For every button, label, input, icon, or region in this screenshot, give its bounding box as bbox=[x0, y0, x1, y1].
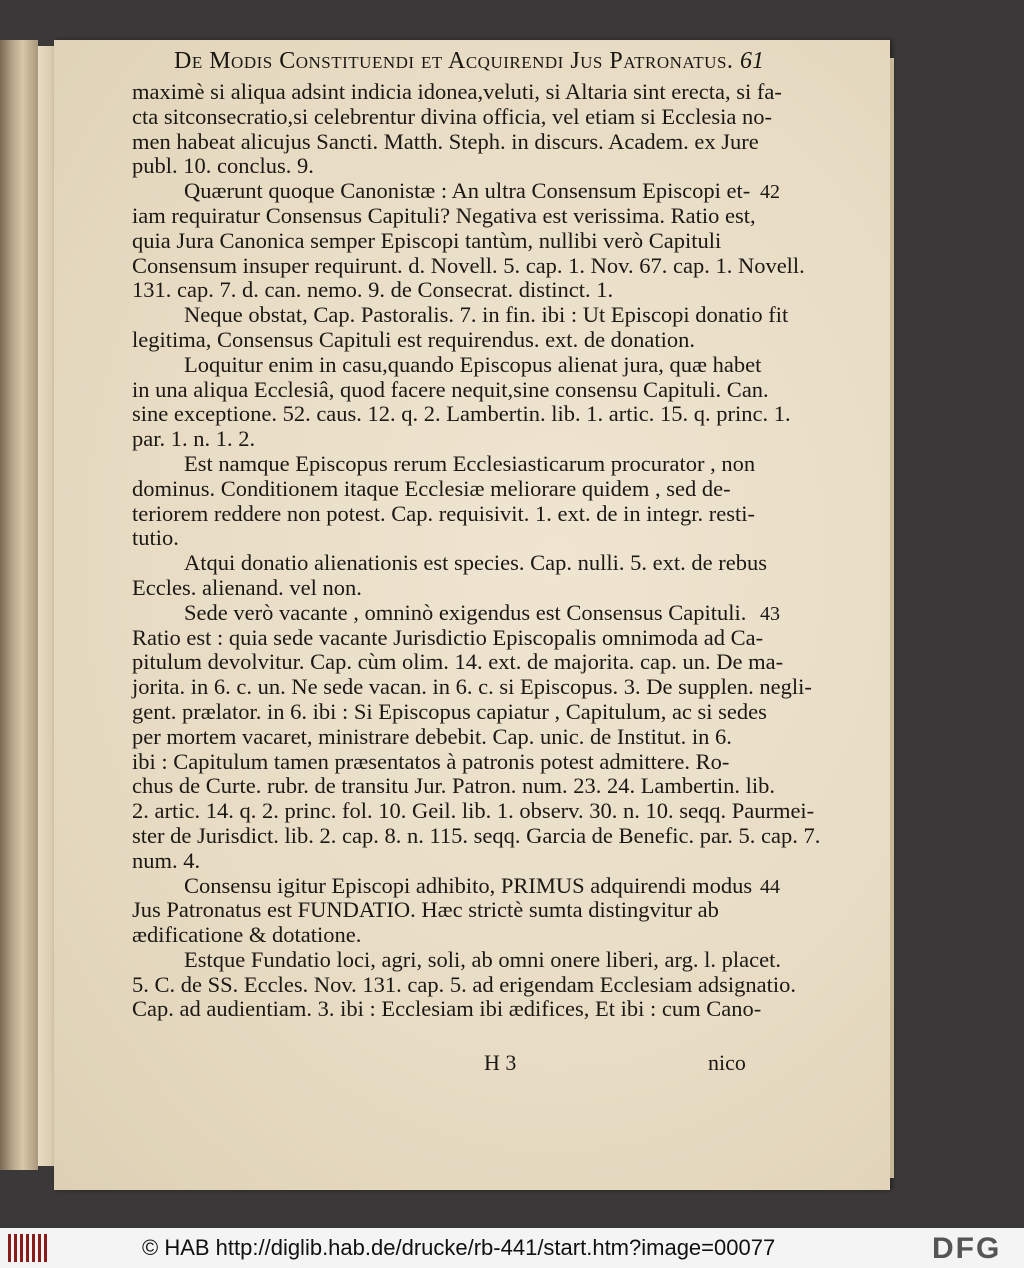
text-line: Est namque Episcopus rerum Ecclesiasticarum procurator , non bbox=[184, 450, 756, 476]
text-line: Atqui donatio alienationis est species. Cap. nulli. 5. ext. de rebus bbox=[184, 550, 768, 576]
text-line: teriorem reddere non potest. Cap. requisivit. 1. ext. de in integr. resti- bbox=[132, 500, 755, 526]
text-line: in una aliqua Ecclesiâ, quod facere nequit,sine consensu Capituli. Can. bbox=[132, 376, 769, 402]
text-line: maximè si aliqua adsint indicia idonea,veluti, si Altaria sint erecta, si fa- bbox=[132, 79, 782, 104]
text-line: Jus Patronatus est FUNDATIO. Hæc strictè sumta distingvitur ab bbox=[132, 897, 719, 923]
text-line: num. 4. bbox=[132, 847, 201, 873]
text-line: gent. prælator. in 6. ibi : Si Episcopus capiatur , Capitulum, ac si sedes bbox=[132, 698, 767, 724]
copyright-link[interactable]: © HAB http://diglib.hab.de/drucke/rb-441/start.htm?image=00077 bbox=[142, 1235, 776, 1260]
text-line: Ratio est : quia sede vacante Jurisdictio Episcopalis omnimoda ad Ca- bbox=[132, 624, 764, 650]
text-line: per mortem vacaret, ministrare debebit. Cap. unic. de Institut. in 6. bbox=[132, 723, 732, 749]
text-line: iam requiratur Consensus Capituli? Negativa est verissima. Ratio est, bbox=[132, 202, 756, 228]
text-line: chus de Curte. rubr. de transitu Jur. Patron. num. 23. 24. Lambertin. lib. bbox=[132, 773, 776, 799]
text-line: Eccles. alienand. vel non. bbox=[132, 574, 362, 600]
text-line: Consensum insuper requirunt. d. Novell. 5. cap. 1. Nov. 67. cap. 1. Novell. bbox=[132, 252, 805, 278]
margin-number: 42 bbox=[760, 181, 780, 204]
text-line: Loquitur enim in casu,quando Episcopus alienat jura, quæ habet bbox=[184, 351, 762, 377]
text-line: quia Jura Canonica semper Episcopi tantùm, nullibi verò Capituli bbox=[132, 227, 722, 253]
book-spine bbox=[0, 40, 38, 1170]
dfg-logo: DFG bbox=[932, 1232, 1002, 1265]
text-line: dominus. Conditionem itaque Ecclesiæ meliorare quidem , sed de- bbox=[132, 475, 731, 501]
text-line: ædificatione & dotatione. bbox=[132, 922, 362, 948]
text-line: 5. C. de SS. Eccles. Nov. 131. cap. 5. ad erigendam Ecclesiam adsignatio. bbox=[132, 971, 796, 997]
text-line: Quærunt quoque Canonistæ : An ultra Consensum Episcopi et- bbox=[184, 178, 751, 204]
text-line: tutio. bbox=[132, 525, 179, 551]
signature-mark: H 3 bbox=[484, 1050, 517, 1075]
text-line: sine exceptione. 52. caus. 12. q. 2. Lambertin. lib. 1. artic. 15. q. princ. 1. bbox=[132, 401, 791, 427]
text-line: legitima, Consensus Capituli est requirendus. ext. de donation. bbox=[132, 326, 696, 352]
hab-logo-icon bbox=[8, 1234, 48, 1262]
text-line: Cap. ad audientiam. 3. ibi : Ecclesiam ibi ædifices, Et ibi : cum Cano- bbox=[132, 996, 762, 1022]
viewer-footer bbox=[0, 1228, 1024, 1268]
margin-number: 43 bbox=[760, 602, 780, 625]
text-line: men habeat alicujus Sancti. Matth. Steph. in discurs. Academ. ex Jure bbox=[132, 128, 759, 154]
running-title: De Modis Constituendi et Acquirendi Jus Patronatus. bbox=[174, 48, 734, 74]
margin-number: 44 bbox=[760, 875, 780, 898]
text-line: 131. cap. 7. d. can. nemo. 9. de Consecrat. distinct. 1. bbox=[132, 277, 614, 303]
text-line: par. 1. n. 1. 2. bbox=[132, 426, 256, 452]
text-line: ibi : Capitulum tamen præsentatos à patronis potest admittere. Ro- bbox=[132, 748, 730, 774]
page-right-edge bbox=[890, 58, 894, 1178]
text-line: pitulum devolvitur. Cap. cùm olim. 14. ext. de majorita. cap. un. De ma- bbox=[132, 649, 784, 675]
page-stack-edge bbox=[38, 46, 55, 1166]
body-text bbox=[132, 79, 821, 1022]
catchword: nico bbox=[708, 1050, 746, 1075]
text-line: Consensu igitur Episcopi adhibito, PRIMUS adquirendi modus bbox=[184, 872, 753, 898]
text-line: 2. artic. 14. q. 2. princ. fol. 10. Geil. lib. 1. observ. 30. n. 10. seqq. Paurmei- bbox=[132, 798, 815, 824]
text-line: cta sitconsecratio,si celebrentur divina officia, vel etiam si Ecclesia no- bbox=[132, 103, 772, 129]
text-line: Estque Fundatio loci, agri, soli, ab omni onere liberi, arg. l. placet. bbox=[184, 946, 781, 972]
page-number: 61 bbox=[740, 48, 764, 74]
text-line: jorita. in 6. c. un. Ne sede vacan. in 6. c. si Episcopus. 3. De supplen. negli- bbox=[132, 674, 812, 700]
text-line: Neque obstat, Cap. Pastoralis. 7. in fin. ibi : Ut Episcopi donatio fit bbox=[184, 302, 789, 328]
text-line: Sede verò vacante , omninò exigendus est Consensus Capituli. bbox=[184, 599, 747, 625]
text-line: ster de Jurisdict. lib. 2. cap. 8. n. 115. seqq. Garcia de Benefic. par. 5. cap. 7. bbox=[132, 822, 821, 848]
text-line: publ. 10. conclus. 9. bbox=[132, 153, 314, 179]
